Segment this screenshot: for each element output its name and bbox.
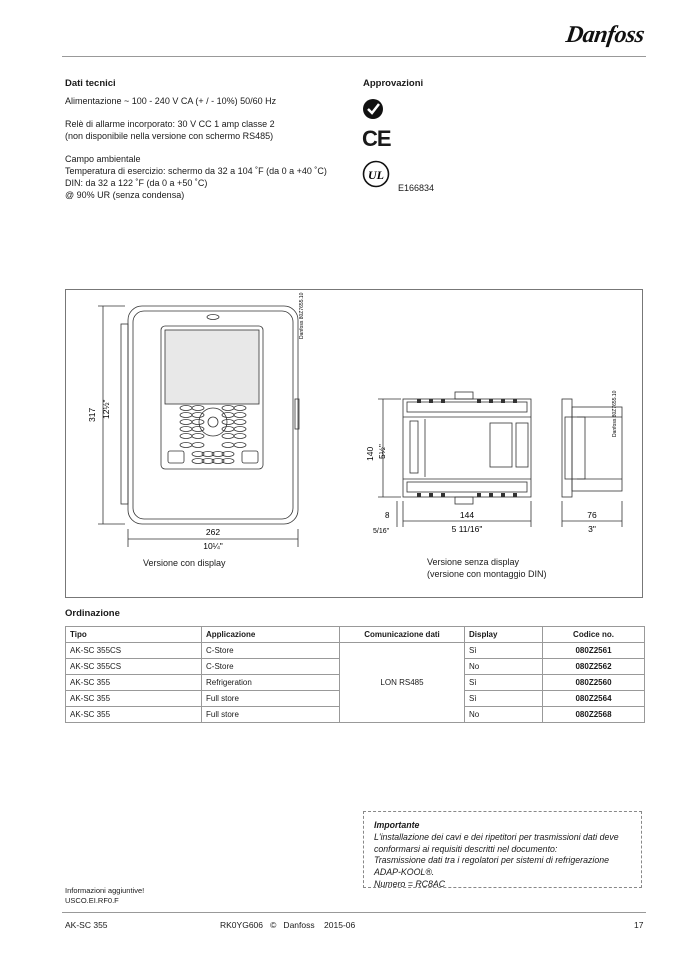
cell-code: 080Z2561 <box>543 643 645 659</box>
right-figure-code: Danfoss 80Z7655.10 <box>612 390 618 437</box>
cell-type: AK-SC 355 <box>66 675 202 691</box>
cell-app: Full store <box>202 707 340 723</box>
important-note <box>363 811 642 888</box>
right-offset-in: 5/16" <box>373 528 390 535</box>
cell-code: 080Z2564 <box>543 691 645 707</box>
footer-product: AK-SC 355 <box>65 920 108 930</box>
ce-mark-icon: CE <box>362 126 391 151</box>
col-header-comm: Comunicazione dati <box>340 627 465 643</box>
note-line-3: Trasmissione dati tra i regolatori per sistemi di refrigerazione <box>374 855 609 866</box>
cell-app: Full store <box>202 691 340 707</box>
left-width-in: 10¼" <box>203 541 223 551</box>
spec-env-3: @ 90% UR (senza condensa) <box>65 190 185 200</box>
approvals-title: Approvazioni <box>363 78 424 89</box>
info-line-1: Informazioni aggiuntive! <box>65 886 145 895</box>
ul-mark-icon <box>362 160 390 188</box>
dimension-drawing <box>65 289 641 596</box>
ordering-title: Ordinazione <box>65 608 120 619</box>
right-width-in: 5 11/16" <box>451 524 483 534</box>
right-depth-in: 3" <box>588 524 596 534</box>
danfoss-logo: Danfoss <box>564 22 646 48</box>
cell-display: No <box>465 707 543 723</box>
cell-code: 080Z2568 <box>543 707 645 723</box>
cell-display: Sì <box>465 691 543 707</box>
note-line-2: conformarsi ai requisiti descritti nel documento: <box>374 843 558 854</box>
left-width-mm: 262 <box>205 527 221 537</box>
c-tick-icon <box>362 98 384 120</box>
spec-relay-1: Relè di allarme incorporato: 30 V CC 1 amp classe 2 <box>65 119 275 129</box>
cell-app: Refrigeration <box>202 675 340 691</box>
page-number: 17 <box>634 920 644 930</box>
cell-display: No <box>465 659 543 675</box>
cell-type: AK-SC 355CS <box>66 659 202 675</box>
note-line-4: ADAP-KOOL®. <box>374 867 435 878</box>
spec-env-2: DIN: da 32 a 122 ˚F (da 0 a +50 ˚C) <box>65 178 208 188</box>
right-caption-1: Versione senza display <box>427 557 520 567</box>
cell-comm-shared: LON RS485 <box>340 643 465 723</box>
spec-block <box>65 95 365 201</box>
spec-title: Dati tecnici <box>65 78 116 89</box>
col-header-type: Tipo <box>66 627 202 643</box>
cell-app: C-Store <box>202 659 340 675</box>
cell-app: C-Store <box>202 643 340 659</box>
footer-center: RK0YG606 © Danfoss 2015-06 <box>220 920 356 930</box>
left-caption: Versione con display <box>143 558 226 568</box>
cell-type: AK-SC 355 <box>66 707 202 723</box>
spec-env-1: Temperatura di esercizio: schermo da 32 a 104 ˚F (da 0 a +40 ˚C) <box>65 166 327 176</box>
table-header-row <box>66 627 645 643</box>
cell-display: Sì <box>465 643 543 659</box>
right-offset-mm: 8 <box>385 511 390 520</box>
right-caption-2: (versione con montaggio DIN) <box>427 569 547 579</box>
info-line-2: USCO.EI.RF0.F <box>65 896 119 905</box>
note-title: Importante <box>374 820 420 830</box>
left-height-mm: 317 <box>87 407 97 422</box>
spec-relay-2: (non disponibile nella versione con schermo RS485) <box>65 131 274 141</box>
spec-power: Alimentazione ~ 100 - 240 V CA (+ / - 10%) 50/60 Hz <box>65 96 277 106</box>
cell-type: AK-SC 355 <box>66 691 202 707</box>
footer-divider <box>62 912 646 913</box>
header-divider <box>62 56 646 57</box>
right-width-mm: 144 <box>459 510 475 520</box>
cell-display: Sì <box>465 675 543 691</box>
col-header-code: Codice no. <box>543 627 645 643</box>
right-depth-mm: 76 <box>587 510 597 520</box>
ordering-table <box>65 626 645 723</box>
note-line-1: L'installazione dei cavi e dei ripetitori per trasmissioni dati deve <box>374 831 619 842</box>
cell-code: 080Z2562 <box>543 659 645 675</box>
col-header-application: Applicazione <box>202 627 340 643</box>
table-row <box>66 643 645 659</box>
col-header-display: Display <box>465 627 543 643</box>
right-height-in: 5½" <box>377 444 387 459</box>
cell-type: AK-SC 355CS <box>66 643 202 659</box>
left-height-in: 12½" <box>101 399 111 419</box>
spec-env-title: Campo ambientale <box>65 154 141 164</box>
right-height-mm: 140 <box>365 446 375 461</box>
cell-code: 080Z2560 <box>543 675 645 691</box>
left-figure-code: Danfoss 80Z7655.10 <box>299 292 305 339</box>
ul-mark-text: UL <box>368 168 384 182</box>
ul-number: E166834 <box>398 183 435 193</box>
note-line-5: Numero = RC8AC <box>374 878 446 889</box>
